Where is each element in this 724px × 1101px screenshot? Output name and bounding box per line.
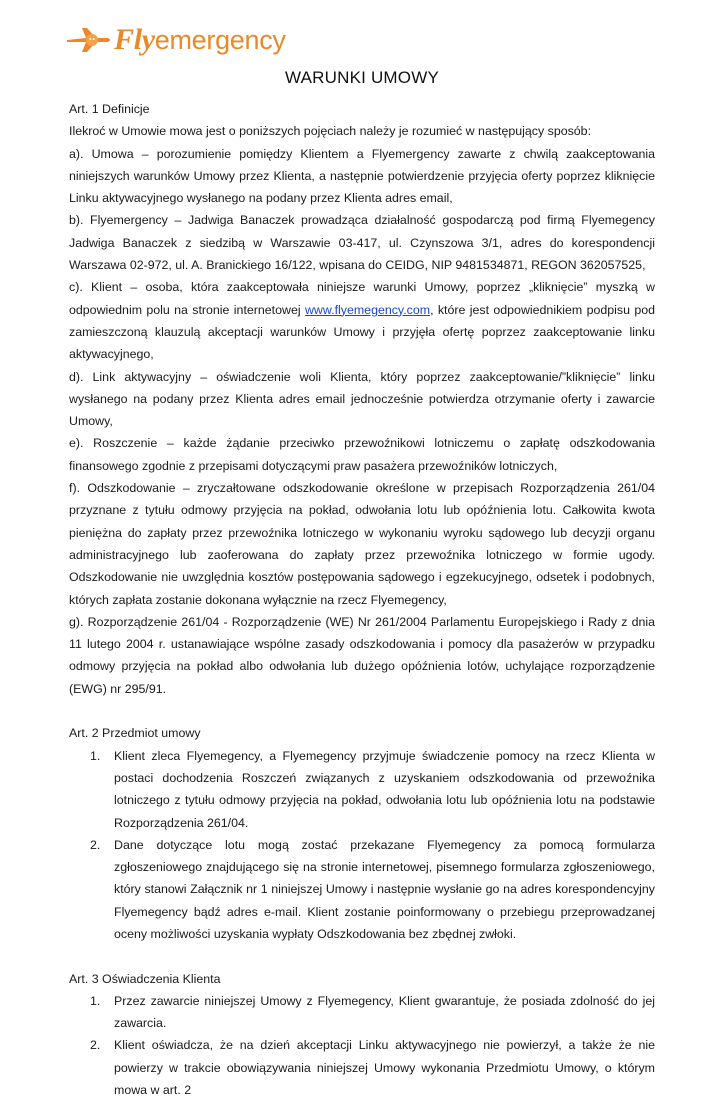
- brand-logo: [66, 22, 286, 58]
- art1-definition-d: d). Link aktywacyjny – oświadczenie woli Klienta, który poprzez zaakceptowanie/”kliknięcie” linku wysłanego na podany przez Klienta adres email jednocześnie potwierdza otrzymanie oferty i zawarcie Umowy,: [69, 369, 655, 429]
- art1-heading: Art. 1 Definicje: [69, 102, 150, 116]
- art1-definition-c: c). Klient – osoba, która zaakceptowała niniejsze warunki Umowy, poprzez „kliknięcie” myszką w odpowiednim polu na stronie internetowej www.flyemegency.com, które jest odpowiednikiem podpisu pod zamieszczoną klauzulą akceptacji warunków Umowy i przyjęła ofertę poprzez zaakceptowanie linku aktywacyjnego,: [69, 280, 655, 362]
- list-item: 1. Klient zleca Flyemegency, a Flyemegency przyjmuje świadczenie pomocy na rzecz Klienta w postaci dochodzenia Roszczeń związanych z uzyskaniem odszkodowania od przewoźnika lotniczego z tytułu odmowy przyjęcia na pokład, odwołania lotu lub opóźnienia lotu na podstawie Rozporządzenia 261/04.: [90, 748, 655, 830]
- art1-definition-a: a). Umowa – porozumienie pomiędzy Klientem a Flyemergency zawarte z chwilą zaakceptowania niniejszych warunków Umowy przez Klienta, a następnie potwierdzenie przyjęcia oferty poprzez kliknięcie Linku aktywacyjnego wysłanego na podany przez Klienta adres email,: [69, 146, 655, 206]
- document-body: [69, 98, 655, 1101]
- plane-mascot-icon: [66, 27, 112, 53]
- art1-definition-g: g). Rozporządzenie 261/04 - Rozporządzenie (WE) Nr 261/2004 Parlamentu Europejskiego i Rady z dnia 11 lutego 2004 r. ustanawiające wspólne zasady odszkodowania i pomocy dla pasażerów w przypadku odmowy przyjęcia na pokład albo odwołania lub dużego opóźnienia lotów, uchylające rozporządzenie (EWG) nr 295/91.: [69, 614, 655, 696]
- art1-definition-b: b). Flyemergency – Jadwiga Banaczek prowadząca działalność gospodarczą pod firmą Flyemegency Jadwiga Banaczek z siedzibą w Warszawie 03-417, ul. Czynszowa 3/1, adres do korespondencji Warszawa 02-972, ul. A. Branickiego 16/122, wpisana do CEIDG, NIP 9481534871, REGON 362057525,: [69, 213, 655, 273]
- art1-intro: Ilekroć w Umowie mowa jest o poniższych pojęciach należy je rozumieć w następujący sposób:: [69, 124, 592, 139]
- list-item: 1. Przez zawarcie niniejszej Umowy z Flyemegency, Klient gwarantuje, że posiada zdolność do jej zawarcia.: [90, 993, 655, 1031]
- list-item: 2. Klient oświadcza, że na dzień akceptacji Linku aktywacyjnego nie powierzył, a także że nie powierzy w trakcie obowiązywania niniejszej Umowy wykonania Przedmiotu Umowy, o którym mowa w art. 2: [90, 1038, 655, 1098]
- art2-list: [69, 745, 655, 946]
- document-title: WARUNKI UMOWY: [284, 68, 439, 87]
- art3-list: [69, 990, 655, 1101]
- brand-name: Flyemergency: [114, 23, 286, 56]
- art3-heading: Art. 3 Oświadczenia Klienta: [69, 971, 221, 986]
- art2-heading: Art. 2 Przedmiot umowy: [69, 726, 201, 741]
- list-item: 2. Dane dotyczące lotu mogą zostać przekazane Flyemegency za pomocą formularza zgłoszeniowego znajdującego się na stronie internetowej, pisemnego formularza zgłoszeniowego, który stanowi Załącznik nr 1 niniejszej Umowy i następnie wysłanie go na adres korespondencyjny Flyemegency bądź adres e-mail. Klient zostanie poinformowany o przebiegu przeprowadzanej oceny możliwości uzyskania wypłaty Odszkodowania bez zbędnej zwłoki.: [90, 837, 655, 941]
- art1-definition-f: f). Odszkodowanie – zryczałtowane odszkodowanie określone w przepisach Rozporządzenia 261/04 przyznane z tytułu odmowy przyjęcia na pokład, odwołania lotu lub opóźnienia lotu. Całkowita kwota pieniężna do zapłaty przez przewoźnika lotniczego w wykonaniu wyroku sądowego lub decyzji organu administracyjnego lub zaoferowana do zapłaty przez przewoźnika lotniczego w formie ugody. Odszkodowanie nie uwzględnia kosztów postępowania sądowego i egzekucyjnego, odsetek i podobnych, których zapłata zostanie dokonana wyłącznie na rzecz Flyemegency,: [69, 481, 655, 607]
- website-link[interactable]: www.flyemegency.com: [304, 302, 431, 317]
- art1-definition-e: e). Roszczenie – każde żądanie przeciwko przewoźnikowi lotniczemu o zapłatę odszkodowania finansowego zgodnie z przepisami dotyczącymi praw pasażera przewoźników lotniczych,: [69, 436, 655, 473]
